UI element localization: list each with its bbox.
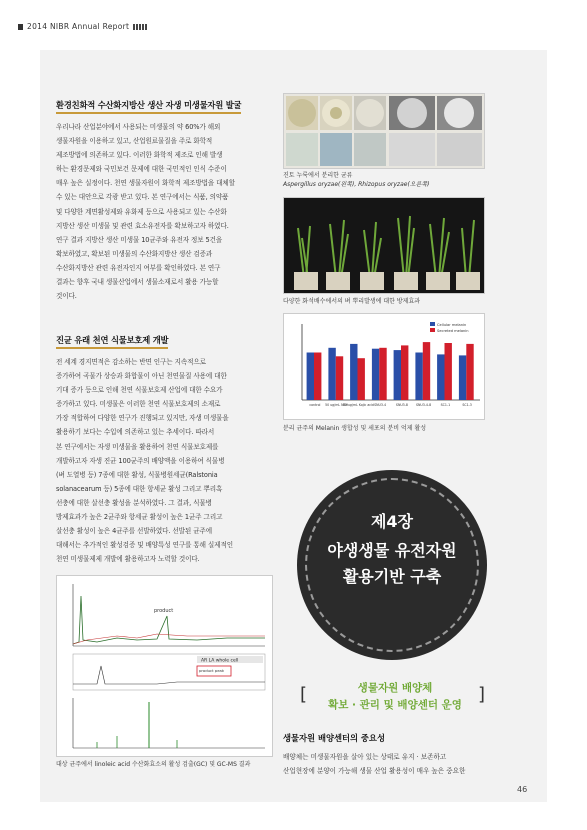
legend-swatch-cellular: [430, 322, 435, 326]
text-line: 가장 적합하여 다양한 연구가 진행되고 있지만, 자생 미생물을: [56, 414, 229, 423]
text-line: 개발하고자 자생 진균 100균주의 배양액을 이용하여 식물병: [56, 456, 225, 465]
bar-cellular: [415, 353, 422, 401]
x-tick-label: 50 ug/mL Kojic acid: [342, 403, 374, 407]
text-line: 배양체는 미생물자원을 살아 있는 상태로 유지 · 보존하고: [283, 753, 447, 761]
text-line: 제조방법에 의존하고 있다. 이러한 화학적 제조로 인해 발생: [56, 151, 223, 160]
text-line: 활용하기 보다는 수입에 의존하고 있는 추세이다. 따라서: [56, 428, 215, 437]
header-bars-icon: [133, 24, 147, 30]
section-hydroxy-fatty-acid: [56, 93, 271, 303]
chapter-heading: [297, 510, 487, 590]
bracket-left-icon: [: [300, 684, 308, 705]
text-line: 천연 미생물제제 개발에 활용하고자 노력할 것이다.: [56, 555, 200, 564]
bar-cellular: [459, 355, 466, 400]
petri-dish-photos: [284, 94, 484, 168]
text-line: 결과는 향후 국내 생물산업에서 생물소재로서 활용 가능할: [56, 278, 219, 287]
bar-secreted: [466, 344, 473, 400]
running-header: [18, 22, 147, 31]
text-line: 증가하여 곡물가 상승과 화합물이 아닌 천연물질 사용에 대한: [56, 372, 227, 381]
gc-sample-label: AR LA whole cell: [201, 658, 239, 664]
heading-line1: 생물자원 배양체: [357, 682, 433, 694]
chapter-number: 제4장: [370, 512, 414, 531]
subsection-title: 생물자원 배양센터의 중요성: [283, 733, 385, 743]
text-line: 수 있는 대안으로 각광 받고 있다. 본 연구에서는 식품, 의약품: [56, 193, 229, 202]
x-tick-label: SNU3-4-8: [416, 403, 432, 407]
caption-species: Aspergillus oryzae(왼쪽), Rhizopus oryzae(오른쪽): [283, 181, 430, 188]
rice-seedling-photo-figure: [283, 197, 485, 294]
text-line: 및 다양한 계면활성제와 유화제 등으로 사용되고 있는 수산화: [56, 207, 227, 216]
fungi-photo-figure: [283, 93, 485, 169]
chart-legend: [430, 322, 469, 333]
bar-secreted: [379, 348, 386, 400]
legend-label-secreted: Secreted melanin: [437, 329, 469, 333]
bar-cellular: [307, 353, 314, 401]
subsection-body: [283, 750, 493, 778]
text-line: 매우 높은 실정이다. 천연 생물자원이 화학적 제조방법을 대체할: [56, 179, 235, 188]
text-line: 수산화지방산 관련 유전자인지 여부를 확인하였다. 본 연구: [56, 263, 221, 272]
x-tick-label: control: [309, 403, 321, 407]
text-line: 선충에 대한 살선충 활성을 분석하였다. 그 결과, 식물병: [56, 498, 212, 507]
header-square-icon: [18, 24, 23, 30]
bar-cellular: [328, 348, 335, 400]
text-line: 본 연구에서는 자생 미생물을 활용하여 천연 식물보호제를: [56, 442, 219, 451]
x-tick-label: SNU3-4: [374, 403, 387, 407]
figure-caption: 분리 균주의 Melanin 생합성 및 세포의 분비 억제 활성: [283, 425, 427, 432]
section-natural-plant-protectant: [56, 328, 271, 566]
x-tick-label: SC1-3: [462, 403, 472, 407]
text-line: (벼 도열병 등) 7종에 대한 활성, 식물병원세균(Ralstonia: [56, 470, 218, 479]
text-line: 살선충 활성이 높은 4균주를 선발하였다. 선발된 균주에: [56, 527, 212, 536]
text-line: 증가하고 있다. 미생물은 이러한 천연 식물보호제의 소재로: [56, 400, 221, 409]
bar-secreted: [423, 342, 430, 400]
text-line: 확보하였고, 확보된 미생물의 수산화지방산 생산 검증과: [56, 249, 213, 258]
melanin-bar-chart-figure: [283, 313, 485, 420]
chapter-title-line2: 활용기반 구축: [342, 567, 442, 586]
bar-cellular: [350, 344, 357, 400]
gc-product-label: product: [154, 608, 174, 614]
gc-chromatogram-figure: [56, 575, 273, 757]
chapter-title-line1: 야생생물 유전자원: [327, 541, 457, 560]
figure-caption: [283, 171, 493, 189]
section-body: [56, 355, 271, 566]
figure-caption: 대상 균주에서 linoleic acid 수산화효소의 활성 검출(GC) 및 GC-MS 결과: [56, 761, 251, 768]
bar-secreted: [401, 345, 408, 400]
text-line: 전 세계 경지면적은 감소하는 반면 인구는 지속적으로: [56, 358, 206, 366]
section-heading-culture-center: [310, 680, 480, 714]
section-body: [56, 120, 271, 303]
x-tick-label: SNU3-8: [395, 403, 408, 407]
legend-swatch-secreted: [430, 328, 435, 332]
legend-label-cellular: Cellular melanin: [437, 323, 467, 327]
text-line: 하는 환경문제와 국민보건 문제에 대한 국민적인 인식 수준이: [56, 165, 227, 174]
melanin-bar-chart: [284, 314, 484, 419]
bar-secreted: [336, 356, 343, 400]
page-number: 46: [517, 785, 528, 794]
text-line: 연구 결과 지방산 생산 미생물 10균주와 유전자 정보 5건을: [56, 235, 223, 244]
seedling-photo: [284, 198, 484, 293]
caption-line: 진토 누룩에서 분리한 균류: [283, 172, 353, 179]
text-line: 우리나라 산업분야에서 사용되는 미생물의 약 60%가 해외: [56, 123, 221, 131]
bar-cellular: [437, 354, 444, 400]
heading-line2: 확보 · 관리 및 배양센터 운영: [328, 699, 462, 711]
gc-chromatogram: [57, 576, 272, 756]
bar-secreted: [314, 353, 321, 401]
text-line: 산업현장에 분양이 가능해 생물 산업 활용성이 매우 높은 중요한: [283, 767, 466, 775]
section-title: 환경친화적 수산화지방산 생산 자생 미생물자원 발굴: [56, 99, 241, 114]
bar-secreted: [445, 343, 452, 400]
text-line: 방제효과가 높은 2균주와 항세균 활성이 높은 1균주 그리고: [56, 513, 223, 522]
section-title: 진균 유래 천연 식물보호제 개발: [56, 334, 168, 349]
bar-secreted: [358, 358, 365, 400]
x-tick-label: 50 ug/mL NBH: [325, 403, 349, 407]
x-tick-label: SC1-1: [440, 403, 451, 407]
text-line: 것이다.: [56, 292, 77, 301]
gc-peak-label: product peak: [199, 668, 225, 673]
bar-cellular: [372, 349, 379, 400]
text-line: 지방산 생산 미생물 및 관련 효소유전자를 확보하고자 하였다.: [56, 221, 229, 230]
header-title: 2014 NIBR Annual Report: [27, 22, 130, 31]
bar-cellular: [394, 350, 401, 400]
bracket-right-icon: ]: [478, 684, 486, 705]
text-line: 대해서는 추가적인 활성검증 및 배양특성 연구를 통해 실제적인: [56, 541, 233, 550]
figure-caption: 다양한 화석배수에서의 벼 뿌리발생에 대한 방제효과: [283, 298, 421, 305]
text-line: solanacearum 등) 5종에 대한 항세균 활성 그리고 뿌리혹: [56, 484, 223, 493]
text-line: 생물자원을 이용하고 있고, 산업원료물질을 주로 화학적: [56, 137, 213, 146]
text-line: 기대 증가 등으로 인해 천연 식물보호제 산업에 대한 수요가: [56, 386, 223, 395]
